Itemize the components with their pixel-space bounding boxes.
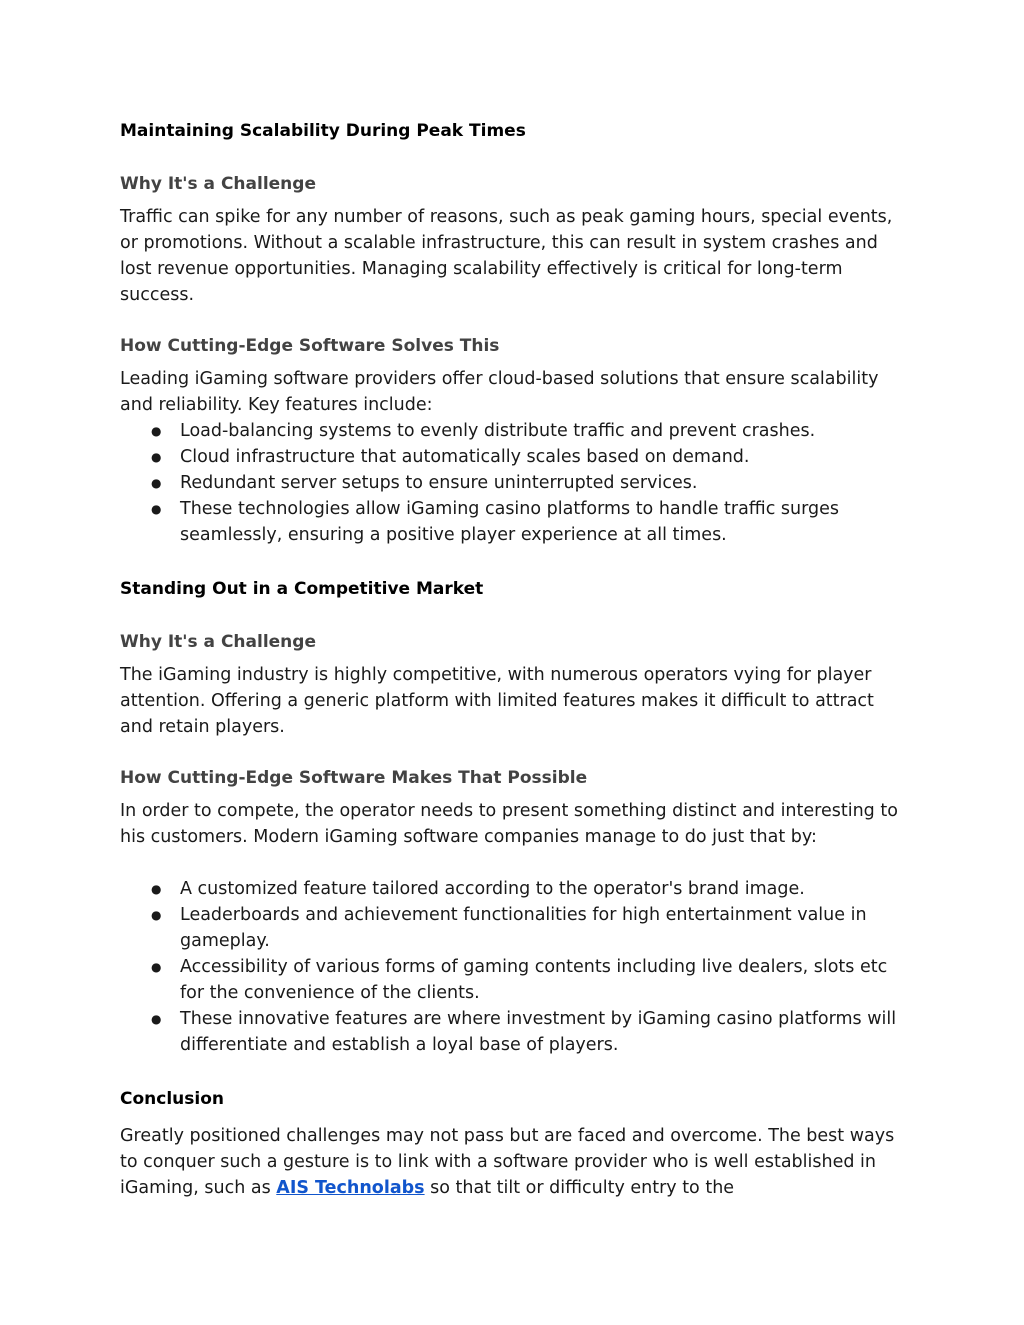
solution-heading-competitive: How Cutting-Edge Software Makes That Possible (120, 768, 588, 788)
solution-heading-scalability: How Cutting-Edge Software Solves This (120, 336, 500, 356)
section-title-scalability: Maintaining Scalability During Peak Times (120, 121, 526, 141)
list-item: ● Cloud infrastructure that automatically scales based on demand. (120, 444, 910, 470)
solution-paragraph-competitive: In order to compete, the operator needs to present something distinct and interesting to his customers. Modern iGaming software companies manage to do just that by: (120, 801, 898, 847)
conclusion-title: Conclusion (120, 1089, 224, 1109)
bullet-icon: ● (151, 476, 162, 490)
challenge-paragraph-competitive: The iGaming industry is highly competitive, with numerous operators vying for player attention. Offering a generic platform with limited features makes it difficult to attract and retain players. (120, 665, 874, 737)
bullet-icon: ● (151, 908, 162, 922)
conclusion-paragraph (120, 1123, 910, 1201)
ais-technolabs-link[interactable]: AIS Technolabs (276, 1178, 425, 1198)
bullet-icon: ● (151, 1012, 162, 1026)
list-item: ● Leaderboards and achievement functionalities for high entertainment value in gameplay. (120, 902, 910, 954)
feature-list-scalability (120, 418, 910, 548)
bullet-icon: ● (151, 960, 162, 974)
section-title-competitive: Standing Out in a Competitive Market (120, 579, 484, 599)
challenge-heading-competitive: Why It's a Challenge (120, 632, 316, 652)
list-item: ● Load-balancing systems to evenly distribute traffic and prevent crashes. (120, 418, 910, 444)
conclusion-text-end: so that tilt or difficulty entry to the (424, 1178, 735, 1198)
bullet-icon: ● (151, 450, 162, 464)
bullet-icon: ● (151, 882, 162, 896)
solution-paragraph-scalability: Leading iGaming software providers offer cloud-based solutions that ensure scalability and reliability. Key features include: (120, 369, 879, 415)
list-item: ● These technologies allow iGaming casino platforms to handle traffic surges seamlessly, ensuring a positive player experience at all times. (120, 496, 910, 548)
list-item: ● A customized feature tailored according to the operator's brand image. (120, 876, 910, 902)
conclusion-text-start: Greatly positioned challenges may not pass but are faced and overcome. The best ways to conquer such a gesture is to link with a software provider who is well established in iGaming, such as (120, 1126, 895, 1198)
feature-list-competitive (120, 876, 910, 1058)
challenge-heading-scalability: Why It's a Challenge (120, 174, 316, 194)
bullet-icon: ● (151, 502, 162, 516)
list-item: ● Redundant server setups to ensure uninterrupted services. (120, 470, 910, 496)
bullet-icon: ● (151, 424, 162, 438)
list-item: ● Accessibility of various forms of gaming contents including live dealers, slots etc for the convenience of the clients. (120, 954, 910, 1006)
challenge-paragraph-scalability: Traffic can spike for any number of reasons, such as peak gaming hours, special events, or promotions. Without a scalable infrastructure, this can result in system crashes and lost revenue opportunities. Managing scalability effectively is critical for long-term success. (120, 207, 893, 305)
list-item: ● These innovative features are where investment by iGaming casino platforms will differentiate and establish a loyal base of players. (120, 1006, 910, 1058)
